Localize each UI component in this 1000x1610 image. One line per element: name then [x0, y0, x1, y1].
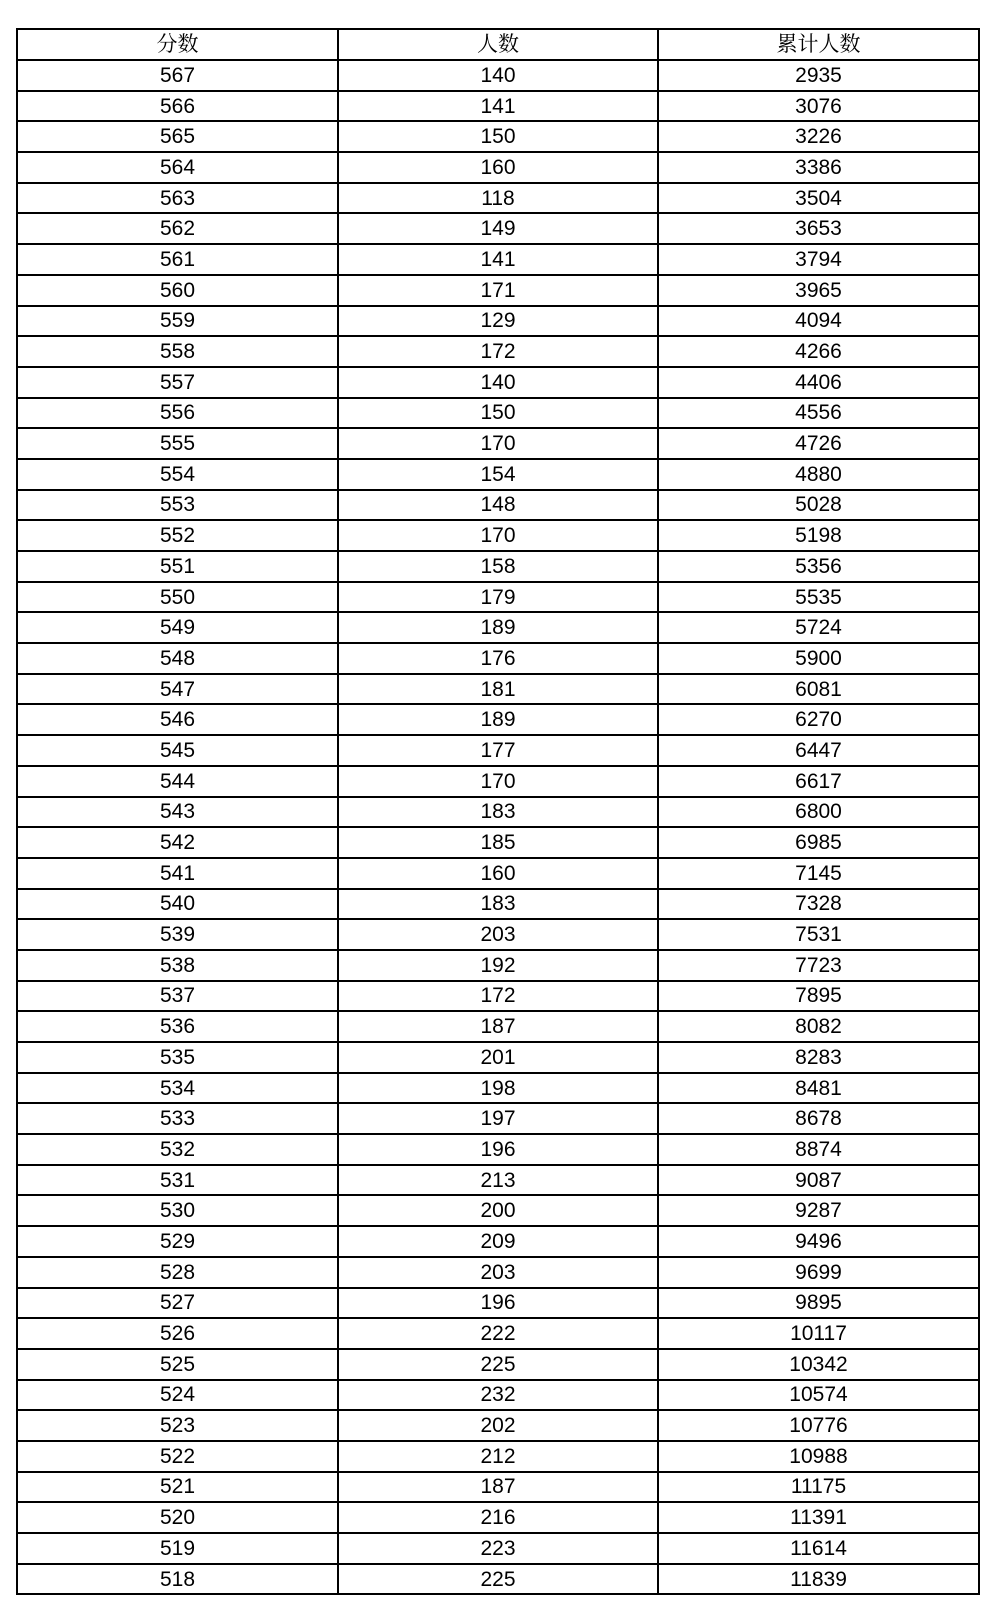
count-cell: 203	[338, 919, 658, 950]
table-row	[17, 91, 979, 122]
count-cell: 212	[338, 1441, 658, 1472]
score-cell: 546	[17, 704, 338, 735]
cumulative-cell: 10117	[658, 1318, 979, 1349]
table-row	[17, 275, 979, 306]
cumulative-cell: 7531	[658, 919, 979, 950]
score-cell: 525	[17, 1349, 338, 1380]
cumulative-cell: 9496	[658, 1226, 979, 1257]
table-row	[17, 213, 979, 244]
count-cell: 172	[338, 336, 658, 367]
score-cell: 518	[17, 1564, 338, 1595]
score-cell: 545	[17, 735, 338, 766]
count-cell: 141	[338, 244, 658, 275]
table-row	[17, 950, 979, 981]
cumulative-cell: 8283	[658, 1042, 979, 1073]
score-cell: 533	[17, 1103, 338, 1134]
score-cell: 555	[17, 428, 338, 459]
cumulative-cell: 3504	[658, 183, 979, 214]
table-row	[17, 1226, 979, 1257]
table-row	[17, 643, 979, 674]
score-cell: 520	[17, 1502, 338, 1533]
table-body	[17, 60, 979, 1594]
table-row	[17, 306, 979, 337]
score-cell: 567	[17, 60, 338, 91]
cumulative-cell: 7895	[658, 981, 979, 1012]
score-cell: 556	[17, 398, 338, 429]
score-cell: 524	[17, 1380, 338, 1411]
table-row	[17, 459, 979, 490]
table-row	[17, 1073, 979, 1104]
cumulative-cell: 6081	[658, 674, 979, 705]
score-cell: 543	[17, 797, 338, 828]
table-row	[17, 797, 979, 828]
table-row	[17, 60, 979, 91]
score-cell: 559	[17, 306, 338, 337]
cumulative-cell: 3076	[658, 91, 979, 122]
score-cell: 540	[17, 889, 338, 920]
count-cell: 225	[338, 1349, 658, 1380]
count-cell: 196	[338, 1134, 658, 1165]
score-cell: 554	[17, 459, 338, 490]
table-row	[17, 612, 979, 643]
table-row	[17, 1288, 979, 1319]
cumulative-cell: 5900	[658, 643, 979, 674]
table-row	[17, 183, 979, 214]
cumulative-cell: 5535	[658, 582, 979, 613]
score-cell: 531	[17, 1165, 338, 1196]
cumulative-cell: 3226	[658, 121, 979, 152]
score-cell: 544	[17, 766, 338, 797]
count-cell: 187	[338, 1011, 658, 1042]
count-cell: 170	[338, 766, 658, 797]
count-cell: 183	[338, 889, 658, 920]
table-row	[17, 1011, 979, 1042]
score-cell: 549	[17, 612, 338, 643]
score-cell: 548	[17, 643, 338, 674]
count-cell: 196	[338, 1288, 658, 1319]
count-cell: 216	[338, 1502, 658, 1533]
score-cell: 552	[17, 520, 338, 551]
cumulative-cell: 6447	[658, 735, 979, 766]
score-cell: 561	[17, 244, 338, 275]
score-cell: 529	[17, 1226, 338, 1257]
count-cell: 118	[338, 183, 658, 214]
score-cell: 519	[17, 1533, 338, 1564]
score-cell: 542	[17, 827, 338, 858]
score-cell: 532	[17, 1134, 338, 1165]
cumulative-cell: 8082	[658, 1011, 979, 1042]
score-cell: 557	[17, 367, 338, 398]
count-cell: 209	[338, 1226, 658, 1257]
score-cell: 539	[17, 919, 338, 950]
cumulative-cell: 4726	[658, 428, 979, 459]
count-cell: 170	[338, 520, 658, 551]
table-row	[17, 490, 979, 521]
table-row	[17, 121, 979, 152]
table-row	[17, 336, 979, 367]
table-row	[17, 152, 979, 183]
count-cell: 189	[338, 612, 658, 643]
count-cell: 232	[338, 1380, 658, 1411]
count-cell: 177	[338, 735, 658, 766]
table-row	[17, 1472, 979, 1503]
cumulative-cell: 5198	[658, 520, 979, 551]
cumulative-cell: 5724	[658, 612, 979, 643]
table-row	[17, 398, 979, 429]
score-cell: 547	[17, 674, 338, 705]
table-row	[17, 244, 979, 275]
count-cell: 223	[338, 1533, 658, 1564]
score-distribution-table	[16, 28, 980, 1595]
count-cell: 185	[338, 827, 658, 858]
score-cell: 541	[17, 858, 338, 889]
header-count: 人数	[338, 29, 658, 60]
table-row	[17, 674, 979, 705]
score-cell: 521	[17, 1472, 338, 1503]
count-cell: 201	[338, 1042, 658, 1073]
table-row	[17, 827, 979, 858]
cumulative-cell: 4880	[658, 459, 979, 490]
cumulative-cell: 11839	[658, 1564, 979, 1595]
header-score: 分数	[17, 29, 338, 60]
table-row	[17, 1564, 979, 1595]
table-header-row	[17, 29, 979, 60]
score-cell: 550	[17, 582, 338, 613]
score-cell: 565	[17, 121, 338, 152]
cumulative-cell: 8874	[658, 1134, 979, 1165]
table-row	[17, 981, 979, 1012]
count-cell: 172	[338, 981, 658, 1012]
count-cell: 170	[338, 428, 658, 459]
table-row	[17, 704, 979, 735]
table-row	[17, 1410, 979, 1441]
cumulative-cell: 3386	[658, 152, 979, 183]
cumulative-cell: 9087	[658, 1165, 979, 1196]
cumulative-cell: 4266	[658, 336, 979, 367]
count-cell: 129	[338, 306, 658, 337]
cumulative-cell: 4094	[658, 306, 979, 337]
score-cell: 562	[17, 213, 338, 244]
score-cell: 528	[17, 1257, 338, 1288]
table-row	[17, 520, 979, 551]
table-row	[17, 766, 979, 797]
table-row	[17, 1257, 979, 1288]
score-cell: 534	[17, 1073, 338, 1104]
table-row	[17, 1165, 979, 1196]
table-row	[17, 428, 979, 459]
count-cell: 222	[338, 1318, 658, 1349]
count-cell: 141	[338, 91, 658, 122]
count-cell: 213	[338, 1165, 658, 1196]
score-cell: 523	[17, 1410, 338, 1441]
score-cell: 522	[17, 1441, 338, 1472]
cumulative-cell: 11614	[658, 1533, 979, 1564]
table-row	[17, 919, 979, 950]
cumulative-cell: 5356	[658, 551, 979, 582]
table-row	[17, 1533, 979, 1564]
cumulative-cell: 10776	[658, 1410, 979, 1441]
score-cell: 564	[17, 152, 338, 183]
cumulative-cell: 11391	[658, 1502, 979, 1533]
table-row	[17, 735, 979, 766]
cumulative-cell: 6270	[658, 704, 979, 735]
count-cell: 176	[338, 643, 658, 674]
count-cell: 183	[338, 797, 658, 828]
cumulative-cell: 2935	[658, 60, 979, 91]
cumulative-cell: 3965	[658, 275, 979, 306]
count-cell: 140	[338, 367, 658, 398]
cumulative-cell: 6800	[658, 797, 979, 828]
cumulative-cell: 4406	[658, 367, 979, 398]
cumulative-cell: 4556	[658, 398, 979, 429]
score-cell: 566	[17, 91, 338, 122]
table-row	[17, 1042, 979, 1073]
count-cell: 179	[338, 582, 658, 613]
score-cell: 537	[17, 981, 338, 1012]
count-cell: 200	[338, 1195, 658, 1226]
table-row	[17, 1380, 979, 1411]
cumulative-cell: 6617	[658, 766, 979, 797]
count-cell: 149	[338, 213, 658, 244]
score-cell: 526	[17, 1318, 338, 1349]
count-cell: 160	[338, 152, 658, 183]
table-row	[17, 1318, 979, 1349]
table-row	[17, 1103, 979, 1134]
score-cell: 536	[17, 1011, 338, 1042]
cumulative-cell: 10342	[658, 1349, 979, 1380]
score-cell: 563	[17, 183, 338, 214]
count-cell: 202	[338, 1410, 658, 1441]
count-cell: 150	[338, 121, 658, 152]
table-row	[17, 551, 979, 582]
cumulative-cell: 10988	[658, 1441, 979, 1472]
score-cell: 535	[17, 1042, 338, 1073]
score-cell: 560	[17, 275, 338, 306]
cumulative-cell: 3794	[658, 244, 979, 275]
count-cell: 198	[338, 1073, 658, 1104]
count-cell: 140	[338, 60, 658, 91]
table-row	[17, 858, 979, 889]
count-cell: 181	[338, 674, 658, 705]
cumulative-cell: 8481	[658, 1073, 979, 1104]
header-cumulative: 累计人数	[658, 29, 979, 60]
score-cell: 558	[17, 336, 338, 367]
count-cell: 154	[338, 459, 658, 490]
cumulative-cell: 9895	[658, 1288, 979, 1319]
cumulative-cell: 5028	[658, 490, 979, 521]
cumulative-cell: 6985	[658, 827, 979, 858]
cumulative-cell: 7723	[658, 950, 979, 981]
table-row	[17, 1441, 979, 1472]
cumulative-cell: 9287	[658, 1195, 979, 1226]
count-cell: 192	[338, 950, 658, 981]
table-row	[17, 1349, 979, 1380]
count-cell: 158	[338, 551, 658, 582]
score-cell: 553	[17, 490, 338, 521]
cumulative-cell: 7328	[658, 889, 979, 920]
count-cell: 187	[338, 1472, 658, 1503]
cumulative-cell: 7145	[658, 858, 979, 889]
table-row	[17, 1195, 979, 1226]
score-cell: 527	[17, 1288, 338, 1319]
cumulative-cell: 10574	[658, 1380, 979, 1411]
count-cell: 225	[338, 1564, 658, 1595]
table-row	[17, 582, 979, 613]
count-cell: 160	[338, 858, 658, 889]
cumulative-cell: 9699	[658, 1257, 979, 1288]
table-row	[17, 367, 979, 398]
table-row	[17, 1134, 979, 1165]
count-cell: 148	[338, 490, 658, 521]
score-cell: 530	[17, 1195, 338, 1226]
count-cell: 171	[338, 275, 658, 306]
score-cell: 538	[17, 950, 338, 981]
table-row	[17, 1502, 979, 1533]
table-row	[17, 889, 979, 920]
count-cell: 197	[338, 1103, 658, 1134]
cumulative-cell: 11175	[658, 1472, 979, 1503]
count-cell: 150	[338, 398, 658, 429]
count-cell: 189	[338, 704, 658, 735]
cumulative-cell: 3653	[658, 213, 979, 244]
cumulative-cell: 8678	[658, 1103, 979, 1134]
score-cell: 551	[17, 551, 338, 582]
count-cell: 203	[338, 1257, 658, 1288]
